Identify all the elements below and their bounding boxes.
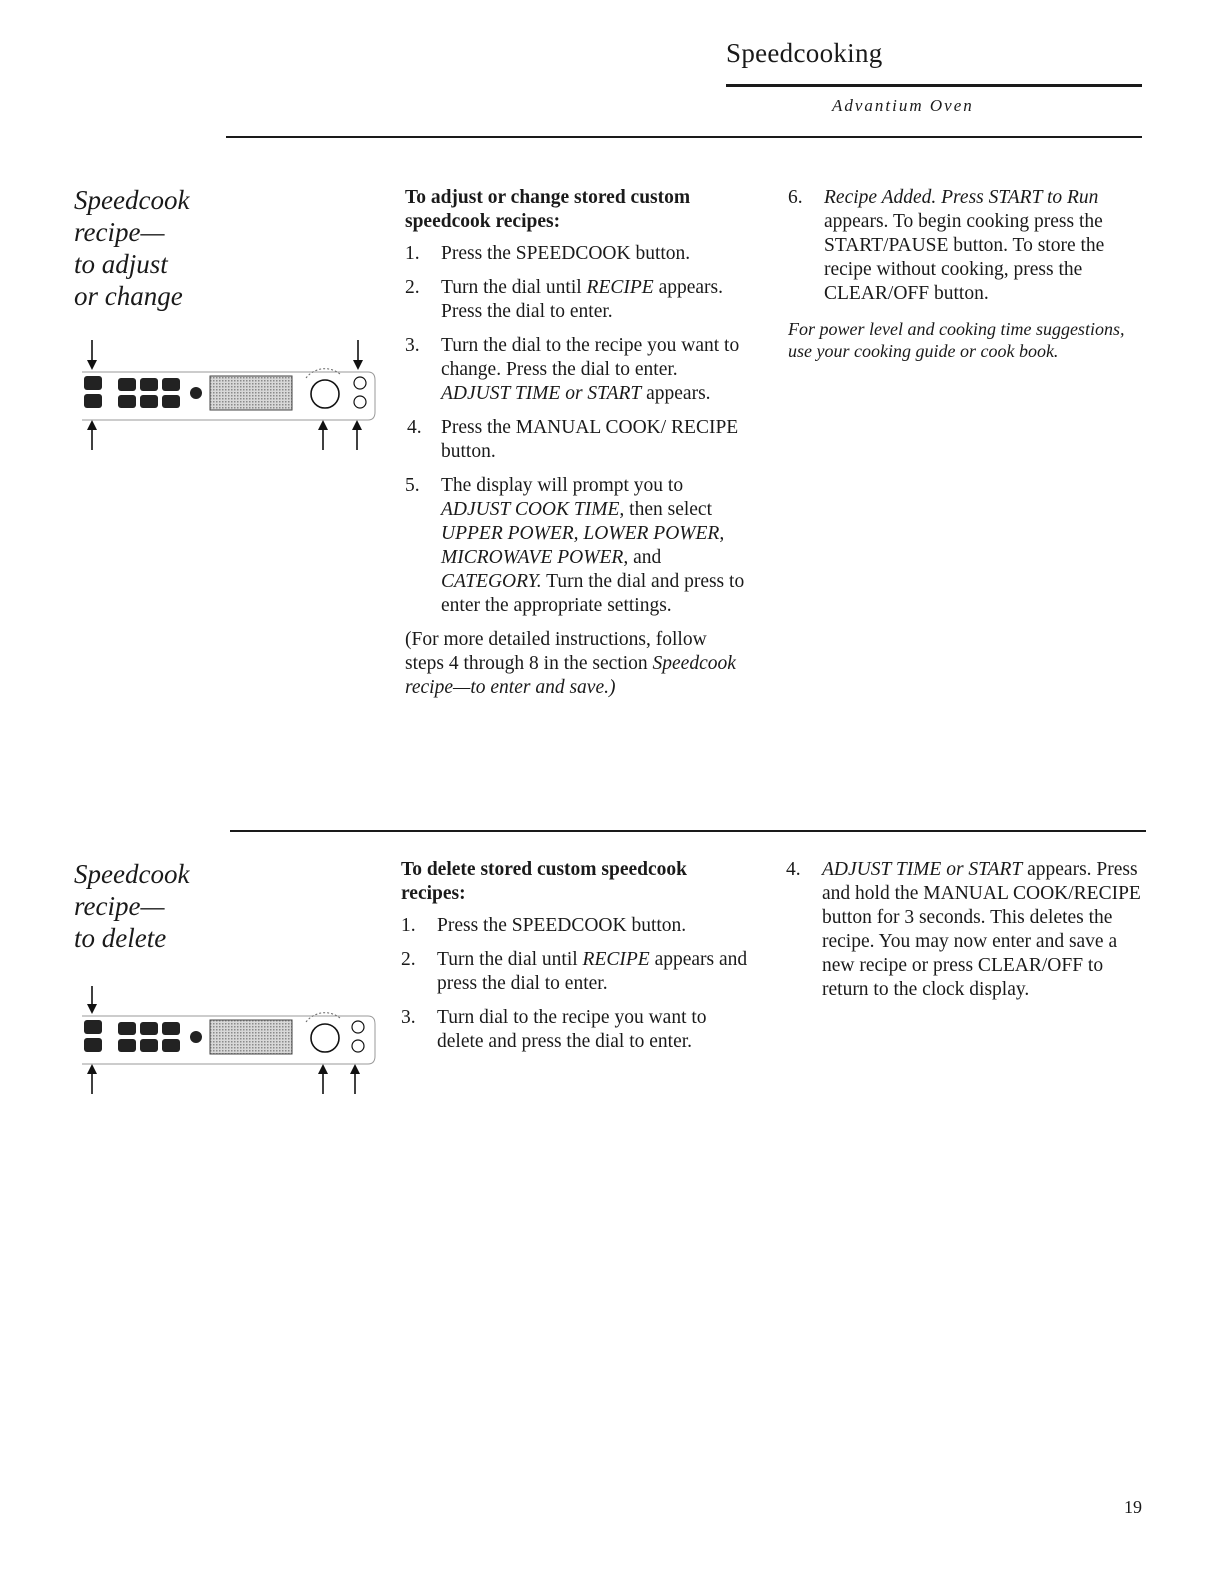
delete-step-2: 2. Turn the dial until RECIPE appears and press the dial to enter. bbox=[401, 949, 748, 994]
adjust-step-4: 4. Press the MANUAL COOK/ RECIPE button. bbox=[407, 417, 739, 462]
side-title-adjust: Speedcook recipe— to adjust or change bbox=[74, 185, 190, 311]
adjust-step-3: 3. Turn the dial to the recipe you want to change. Press the dial to enter. ADJUST TIME or START appears. bbox=[405, 335, 740, 404]
adjust-instructions-cont bbox=[788, 186, 1148, 362]
adjust-instructions bbox=[405, 186, 750, 700]
control-panel-illustration-delete bbox=[78, 984, 378, 1098]
delete-step-4: 4. ADJUST TIME or START appears. Press and hold the MANUAL COOK/RECIPE button for 3 seconds. This deletes the recipe. You may now enter and save a new recipe or press CLEAR/OFF to return to the clock display. bbox=[786, 859, 1141, 1000]
control-panel-illustration-adjust bbox=[78, 338, 378, 454]
delete-step-1: 1. Press the SPEEDCOOK button. bbox=[401, 915, 687, 936]
delete-instructions-cont bbox=[786, 858, 1146, 1012]
product-name: Advantium Oven bbox=[832, 96, 974, 115]
header-rule bbox=[726, 84, 1142, 87]
adjust-step-2: 2. Turn the dial until RECIPE appears. Press the dial to enter. bbox=[405, 277, 724, 322]
adjust-heading: To adjust or change stored custom speedcook recipes: bbox=[405, 187, 691, 232]
adjust-step-1: 1. Press the SPEEDCOOK button. bbox=[405, 243, 691, 264]
adjust-step-6: 6. Recipe Added. Press START to Run appears. To begin cooking press the START/PAUSE button. To store the recipe without cooking, press the CLEAR/OFF button. bbox=[788, 187, 1105, 304]
side-title-delete: Speedcook recipe— to delete bbox=[74, 859, 190, 953]
cooking-tip: For power level and cooking time suggestions, use your cooking guide or cook book. bbox=[788, 319, 1125, 361]
delete-heading: To delete stored custom speedcook recipes: bbox=[401, 859, 687, 904]
delete-instructions bbox=[401, 858, 751, 1064]
section-divider-middle bbox=[230, 830, 1146, 832]
section-divider-top bbox=[226, 136, 1142, 138]
adjust-note: (For more detailed instructions, follow steps 4 through 8 in the section Speedcook recipe—to enter and save.) bbox=[405, 629, 736, 698]
adjust-step-5: 5. The display will prompt you to ADJUST COOK TIME, then select UPPER POWER, LOWER POWER, MICROWAVE POWER, and CATEGORY. Turn the dial and press to enter the appropriate settings. bbox=[405, 475, 745, 616]
page-number: 19 bbox=[1124, 1497, 1142, 1517]
delete-step-3: 3. Turn dial to the recipe you want to delete and press the dial to enter. bbox=[401, 1007, 707, 1052]
page-section-title: Speedcooking bbox=[726, 38, 883, 68]
